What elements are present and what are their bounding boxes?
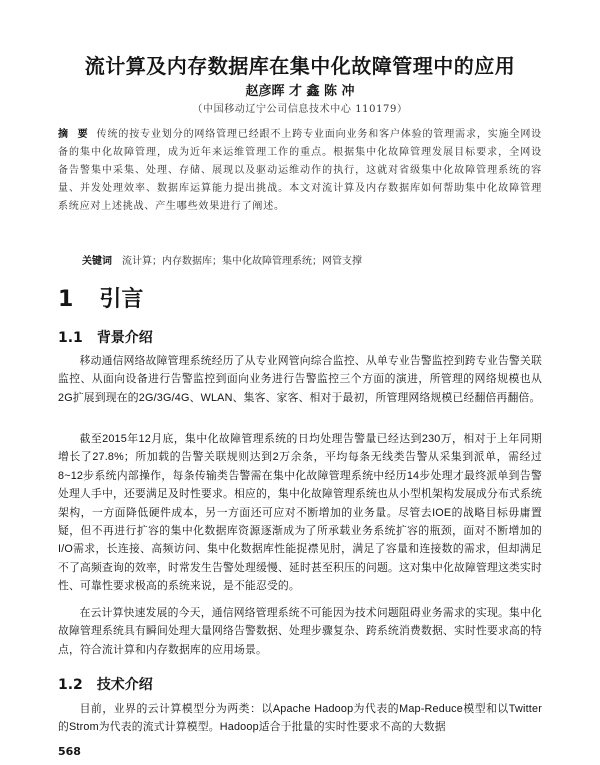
keywords-text: 流计算；内存数据库；集中化故障管理系统；网管支撑 xyxy=(122,256,362,267)
section-number: 1 xyxy=(58,287,74,312)
abstract-label: 摘 要 xyxy=(58,129,91,140)
subsection-heading xyxy=(58,674,153,694)
paragraph: 移动通信网络故障管理系统经历了从专业网管向综合监控、从单专业告警监控到跨专业告警关联监控、从面向设备进行告警监控到面向业务进行告警监控三个方面的演进，所管理的网络规模也从2G扩展到现在的2G/3G/4G、WLAN、集客、家客、相对于最初，所管理网络规模已经翻倍再翻倍。 xyxy=(58,355,542,404)
keywords-label: 关键词 xyxy=(82,256,112,267)
abstract-text: 传统的按专业划分的网络管理已经跟不上跨专业面向业务和客户体验的管理需求，实施全网设备的集中化故障管理，成为近年来运维管理工作的重点。根据集中化故障管理发展目标要求，全网设备告警集中采集、处理、存储、展现以及驱动运维动作的执行，这就对省级集中化故障管理系统的容量、并发处理效率、数据库运算能力提出挑战。本文对流计算及内存数据库如何帮助集中化故障管理系统应对上述挑战、产生哪些效果进行了阐述。 xyxy=(58,129,542,212)
subsection-title: 背景介绍 xyxy=(96,330,153,346)
paragraph: 在云计算快速发展的今天，通信网络管理系统不可能因为技术问题阻碍业务需求的实现。集中化故障管理系统具有瞬间处理大量网络告警数据、处理步骤复杂、跨系统消费数据、实时性要求高的特点，符合流计算和内存数据库的应用场景。 xyxy=(58,607,542,656)
article-title: 流计算及内存数据库在集中化故障管理中的应用 xyxy=(84,54,516,78)
subsection-heading xyxy=(58,327,153,347)
article-authors: 赵彦晖 才 鑫 陈 冲 xyxy=(245,84,355,99)
section-heading xyxy=(58,282,143,313)
paragraph: 目前，业界的云计算模型分为两类：以Apache Hadoop为代表的Map-Reduce模型和以Twitter的Strom为代表的流式计算模型。Hadoop适合于批量的实时性要求不高的大数据 xyxy=(58,703,542,734)
keywords xyxy=(82,252,552,267)
section-title: 引言 xyxy=(99,287,144,312)
subsection-title: 技术介绍 xyxy=(96,677,153,693)
paragraph: 截至2015年12月底，集中化故障管理系统的日均处理告警量已经达到230万，相对于上年同期增长了27.8%；所加载的告警关联规则达到2万余条，平均每条无线类告警从采集到派单，需经过8~12步系统内部操作，每条传输类告警需在集中化故障管理系统中经历14步处理才最终派单到告警处理人手中，还要满足及时性要求。相应的，集中化故障管理系统也从小型机架构发展成分布式系统架构，一方面降低硬件成本，另一方面还可应对不断增加的业务量。尽管去IOE的战略目标毋庸置疑，但不再进行扩容的集中化数据库资源逐渐成为了所承载业务系统扩容的瓶颈，面对不断增加的I/O需求，长连接、高频访问、集中化数据库性能捉襟见肘，满足了容量和连接数的需求，但却满足不了高频查询的效率，时常发生告警处理缓慢、延时甚至积压的问题。这对集中化故障管理这类实时性、可靠性要求极高的系统来说，是不能忍受的。 xyxy=(58,433,542,593)
subsection-number: 1.1 xyxy=(58,330,83,346)
page-number: 568 xyxy=(58,745,81,758)
author-affiliation: （中国移动辽宁公司信息技术中心 110179） xyxy=(192,104,408,115)
abstract xyxy=(58,126,542,216)
subsection-number: 1.2 xyxy=(58,677,83,693)
